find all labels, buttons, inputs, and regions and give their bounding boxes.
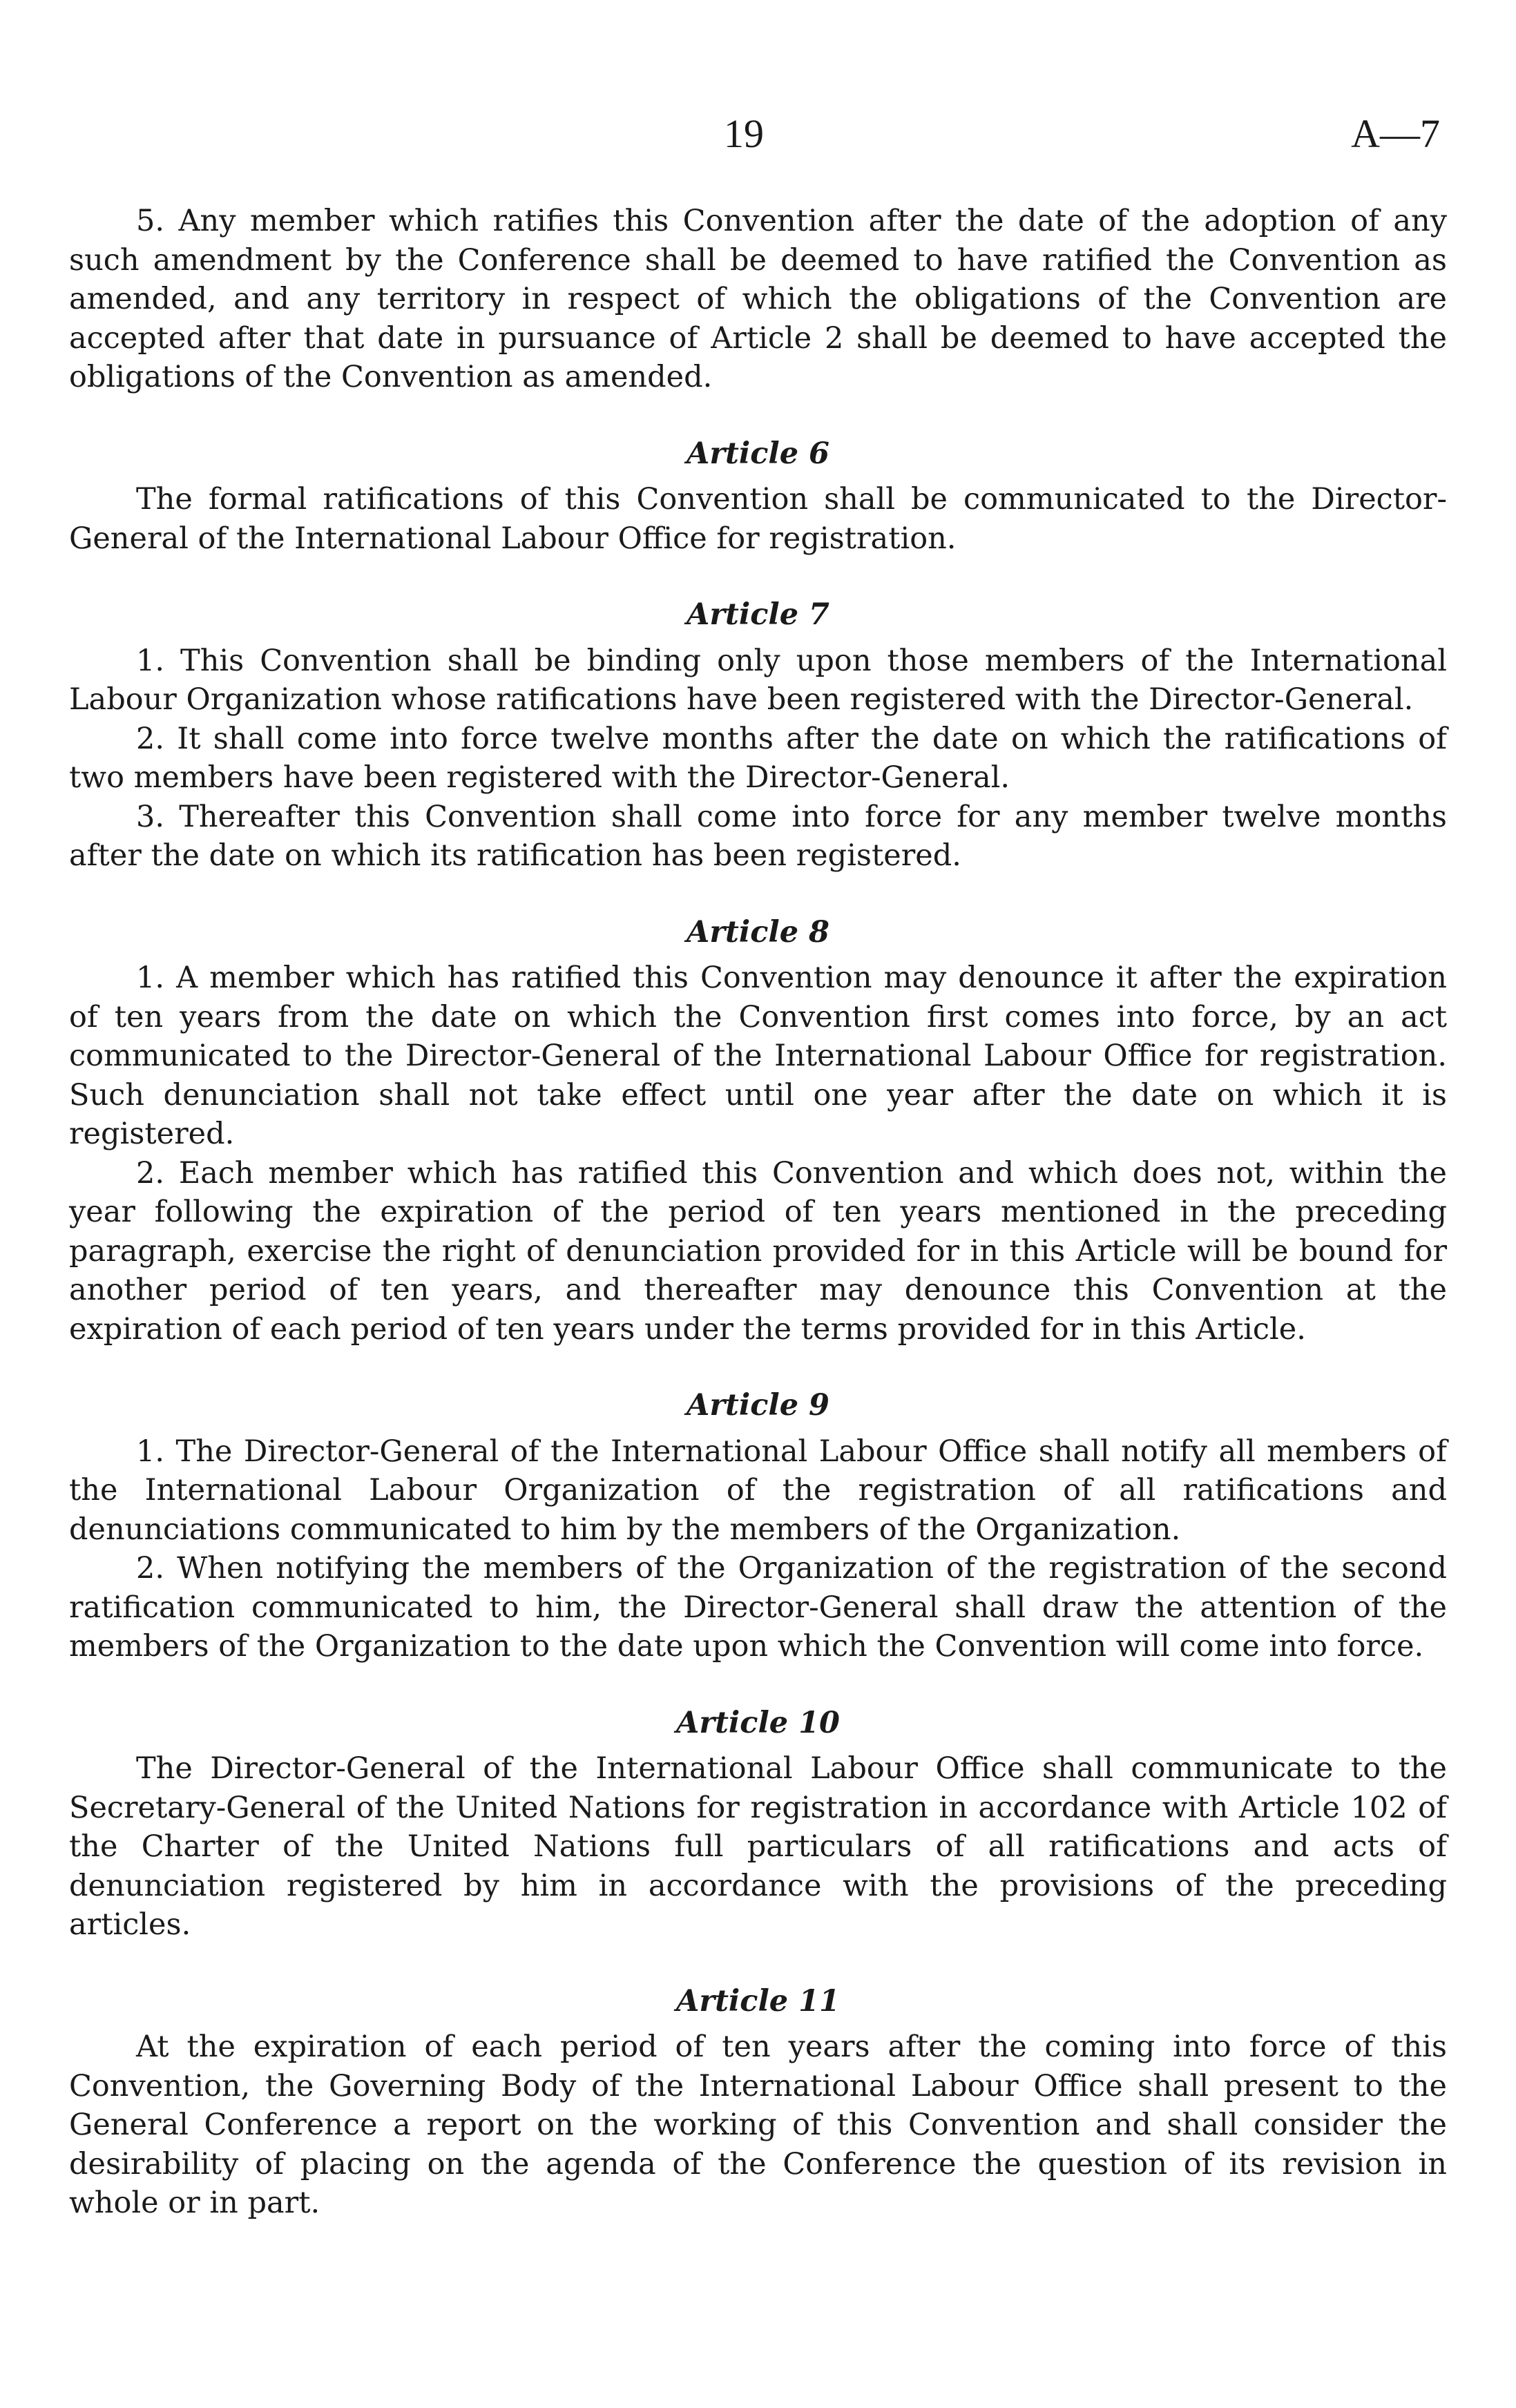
article-11 xyxy=(69,1945,1447,2223)
article-paragraph: 1. A member which has ratified this Convention may denounce it after the expiration of ten years from the date on which the Convention first comes into force, by an act communicated to the Director-General of the International Labour Office for registration. Such denunciation shall not take effect until one year after the date on which it is registered. xyxy=(69,961,1447,1151)
page-header xyxy=(0,104,1516,159)
article-heading: Article 6 xyxy=(687,436,829,471)
document-code: A—7 xyxy=(1351,111,1440,156)
article-heading: Article 8 xyxy=(687,914,829,950)
article-paragraph: 3. Thereafter this Convention shall come into force for any member twelve months after the date on which its ratification has been registered. xyxy=(69,799,1447,873)
article-7 xyxy=(69,558,1447,876)
article-paragraph: 2. Each member which has ratified this Convention and which does not, within the year following the expiration of the period of ten years mentioned in the preceding paragraph, exercise the right of denunciation provided for in this Article will be bound for another period of ten years, and thereafter may denounce this Convention at the expiration of each period of ten years under the terms provided for in this Article. xyxy=(69,1155,1447,1347)
article-8 xyxy=(69,876,1447,1349)
article-9 xyxy=(69,1349,1447,1666)
article-heading: Article 7 xyxy=(687,597,829,632)
article-paragraph: At the expiration of each period of ten years after the coming into force of this Convention, the Governing Body of the International Labour Office shall present to the General Conference a report on the working of this Convention and shall consider the desirability of placing on the agenda of the Conference the question of its revision in whole or in part. xyxy=(69,2030,1447,2220)
article-10 xyxy=(69,1666,1447,1945)
article-paragraph: The formal ratifications of this Convention shall be communicated to the Director-General of the International Labour Office for registration. xyxy=(69,482,1447,556)
article-paragraph: The Director-General of the International Labour Office shall communicate to the Secretary-General of the United Nations for registration in accordance with Article 102 of the Charter of the United Nations full particulars of all ratifications and acts of denunciation registered by him in accordance with the provisions of the preceding articles. xyxy=(69,1751,1447,1942)
article-paragraph: 1. The Director-General of the International Labour Office shall notify all members of the International Labour Organization of the registration of all ratifications and denunciations communicated to him by the members of the Organization. xyxy=(69,1434,1447,1547)
article-heading: Article 11 xyxy=(676,1983,840,2019)
article-heading: Article 9 xyxy=(687,1388,829,1423)
paragraph-5-amendment: 5. Any member which ratifies this Convention after the date of the adoption of any such amendment by the Conference shall be deemed to have ratified the Convention as amended, and any territory in respect of which the obligations of the Convention are accepted after that date in pursuance of Article 2 shall be deemed to have accepted the obligations of the Convention as amended. xyxy=(69,204,1447,394)
article-6 xyxy=(69,397,1447,559)
article-heading: Article 10 xyxy=(676,1705,840,1740)
article-paragraph: 2. When notifying the members of the Organization of the registration of the second ratification communicated to him, the Director-General shall draw the attention of the members of the Organization to the date upon which the Convention will come into force. xyxy=(69,1551,1447,1664)
article-paragraph: 1. This Convention shall be binding only upon those members of the International Labour Organization whose ratifications have been registered with the Director-General. xyxy=(69,643,1447,717)
body-text xyxy=(69,202,1447,2223)
page-number: 19 xyxy=(724,111,764,156)
article-paragraph: 2. It shall come into force twelve months after the date on which the ratifications of two members have been registered with the Director-General. xyxy=(69,721,1447,795)
